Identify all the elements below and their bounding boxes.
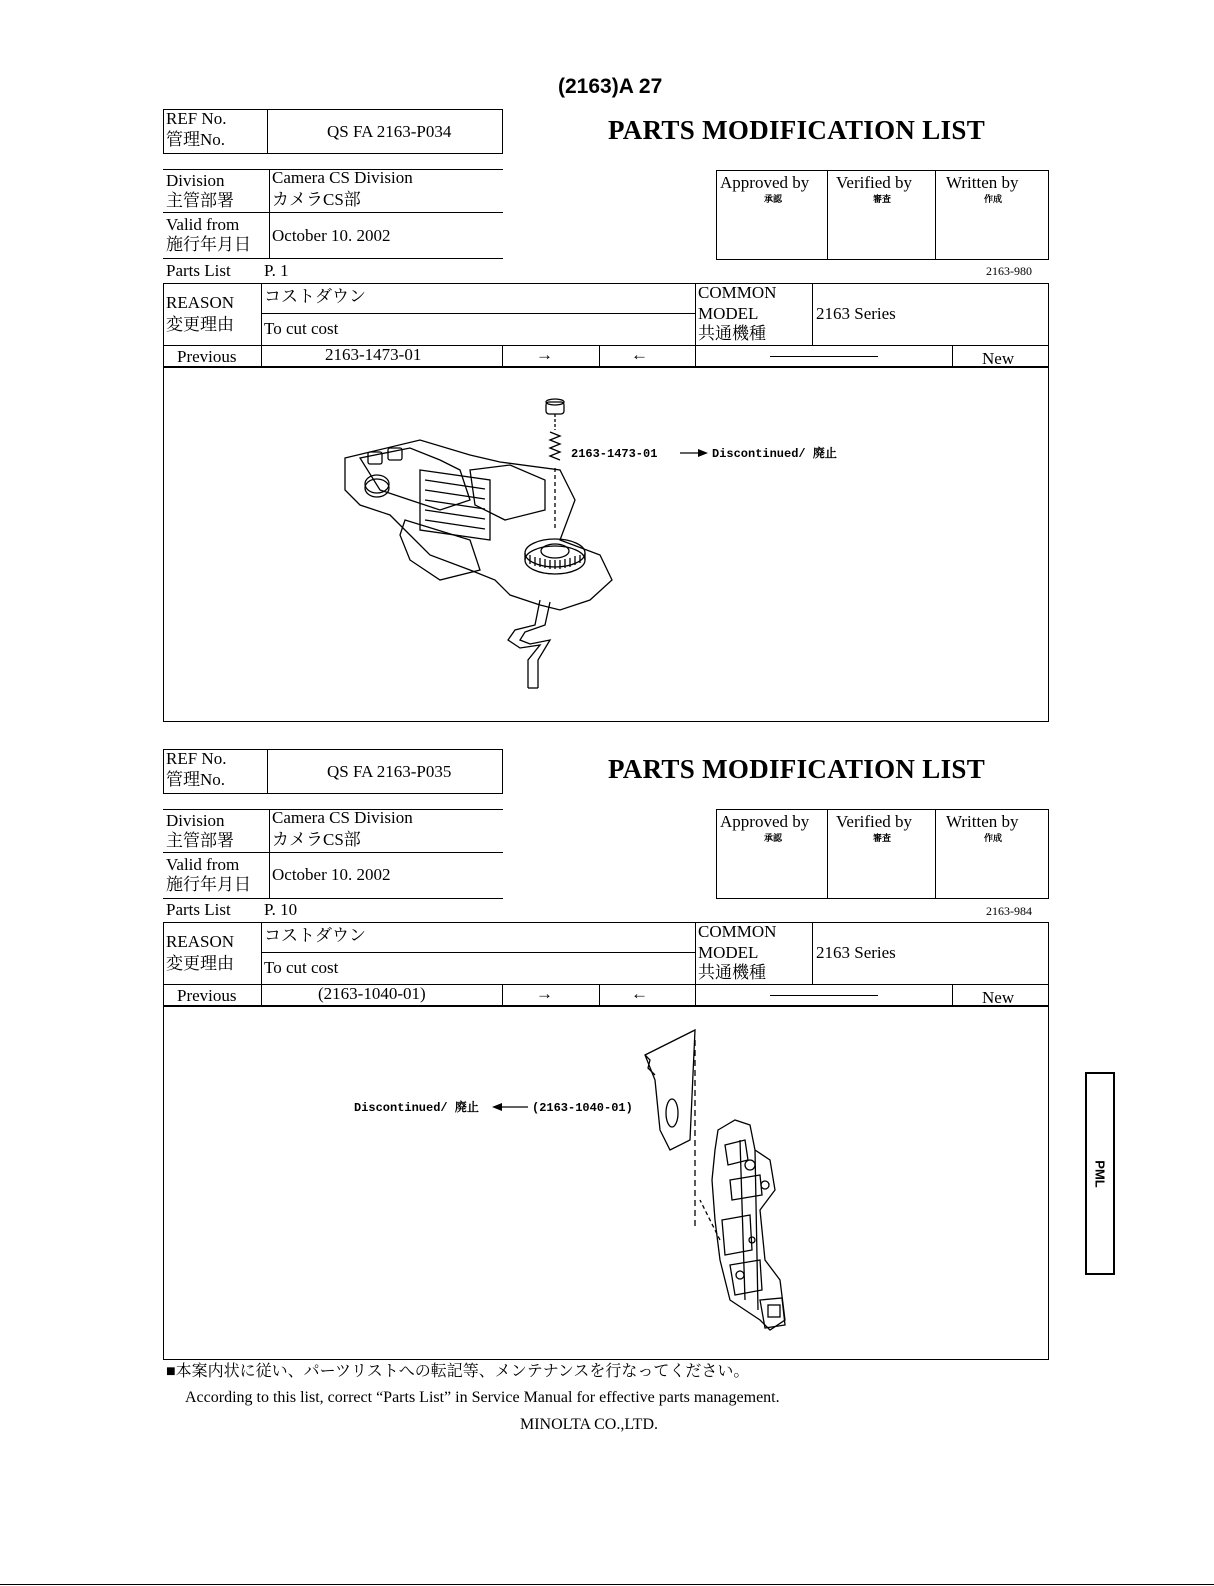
page-header: (2163)A 27 xyxy=(558,75,663,98)
new-label: New xyxy=(982,988,1015,1007)
reason-label-en: REASON xyxy=(166,932,235,951)
division-label-jp: 主管部署 xyxy=(166,191,234,210)
common-label-jp: 共通機種 xyxy=(698,963,766,982)
common-model-value: 2163 Series xyxy=(816,943,896,962)
division-label-jp: 主管部署 xyxy=(166,831,234,850)
common-label-2: MODEL xyxy=(698,943,759,962)
approved-by-jp: 承認 xyxy=(764,833,783,843)
footer-note-en: According to this list, correct “Parts List” in Service Manual for effective parts management. xyxy=(185,1389,780,1406)
callout-status: Discontinued/ 廃止 xyxy=(712,447,837,461)
sheet-title: PARTS MODIFICATION LIST xyxy=(608,115,986,145)
side-tab-label: PML xyxy=(1092,1159,1108,1188)
written-by-jp: 作成 xyxy=(984,194,1003,204)
reason-label-en: REASON xyxy=(166,293,235,312)
sheet-title: PARTS MODIFICATION LIST xyxy=(608,754,986,784)
common-label-jp: 共通機種 xyxy=(698,324,766,343)
division-value-en: Camera CS Division xyxy=(272,168,413,187)
verified-by-jp: 審査 xyxy=(873,194,892,204)
reason-label-jp: 変更理由 xyxy=(166,315,234,334)
parts-list-label: Parts List xyxy=(166,261,231,280)
division-label-en: Division xyxy=(166,171,225,190)
common-label-2: MODEL xyxy=(698,304,759,323)
ref-label-jp: 管理No. xyxy=(166,770,226,789)
doc-code: 2163-984 xyxy=(986,904,1032,918)
reason-en: To cut cost xyxy=(264,958,339,977)
side-tab xyxy=(1085,1072,1115,1275)
reason-jp: コストダウン xyxy=(264,926,366,945)
parts-list-page: P. 10 xyxy=(264,900,298,919)
reason-label-jp: 変更理由 xyxy=(166,954,234,973)
callout-part-number: 2163-1473-01 xyxy=(571,447,658,461)
verified-by-jp: 審査 xyxy=(873,833,892,843)
valid-label-jp: 施行年月日 xyxy=(166,235,251,254)
doc-code: 2163-980 xyxy=(986,264,1032,278)
arrow-left-icon: ← xyxy=(631,984,648,1003)
company-name: MINOLTA CO.,LTD. xyxy=(520,1416,658,1433)
reason-jp: コストダウン xyxy=(264,287,366,306)
new-label: New xyxy=(982,349,1015,368)
ref-label-en: REF No. xyxy=(166,109,227,128)
valid-from-date: October 10. 2002 xyxy=(272,865,391,884)
arrow-right-icon: → xyxy=(536,345,553,364)
common-label-1: COMMON xyxy=(698,922,777,941)
ref-label-en: REF No. xyxy=(166,749,227,768)
division-value-jp: カメラCS部 xyxy=(272,190,361,209)
common-label-1: COMMON xyxy=(698,283,777,302)
previous-label: Previous xyxy=(177,347,237,366)
previous-part-number: (2163-1040-01) xyxy=(318,984,426,1003)
reason-en: To cut cost xyxy=(264,319,339,338)
arrow-right-icon: → xyxy=(536,984,553,1003)
ref-label-jp: 管理No. xyxy=(166,130,226,149)
valid-label-jp: 施行年月日 xyxy=(166,875,251,894)
arrow-left-icon: ← xyxy=(631,345,648,364)
division-value-jp: カメラCS部 xyxy=(272,830,361,849)
written-by-jp: 作成 xyxy=(984,833,1003,843)
verified-by-label: Verified by xyxy=(836,173,913,192)
callout-part-number: (2163-1040-01) xyxy=(532,1101,633,1115)
previous-part-number: 2163-1473-01 xyxy=(325,345,422,364)
approved-by-label: Approved by xyxy=(720,812,810,831)
common-model-value: 2163 Series xyxy=(816,304,896,323)
ref-number: QS FA 2163-P035 xyxy=(327,762,452,781)
verified-by-label: Verified by xyxy=(836,812,913,831)
written-by-label: Written by xyxy=(946,173,1019,192)
ref-number: QS FA 2163-P034 xyxy=(327,122,452,141)
valid-label-en: Valid from xyxy=(166,855,240,874)
approved-by-label: Approved by xyxy=(720,173,810,192)
division-label-en: Division xyxy=(166,811,225,830)
parts-list-label: Parts List xyxy=(166,900,231,919)
parts-list-page: P. 1 xyxy=(264,261,289,280)
division-value-en: Camera CS Division xyxy=(272,808,413,827)
previous-label: Previous xyxy=(177,986,237,1005)
callout-status: Discontinued/ 廃止 xyxy=(354,1101,479,1115)
approved-by-jp: 承認 xyxy=(764,194,783,204)
valid-label-en: Valid from xyxy=(166,215,240,234)
valid-from-date: October 10. 2002 xyxy=(272,226,391,245)
written-by-label: Written by xyxy=(946,812,1019,831)
footer-note-jp: ■本案内状に従い、パーツリストへの転記等、メンテナンスを行なってください。 xyxy=(166,1363,750,1380)
